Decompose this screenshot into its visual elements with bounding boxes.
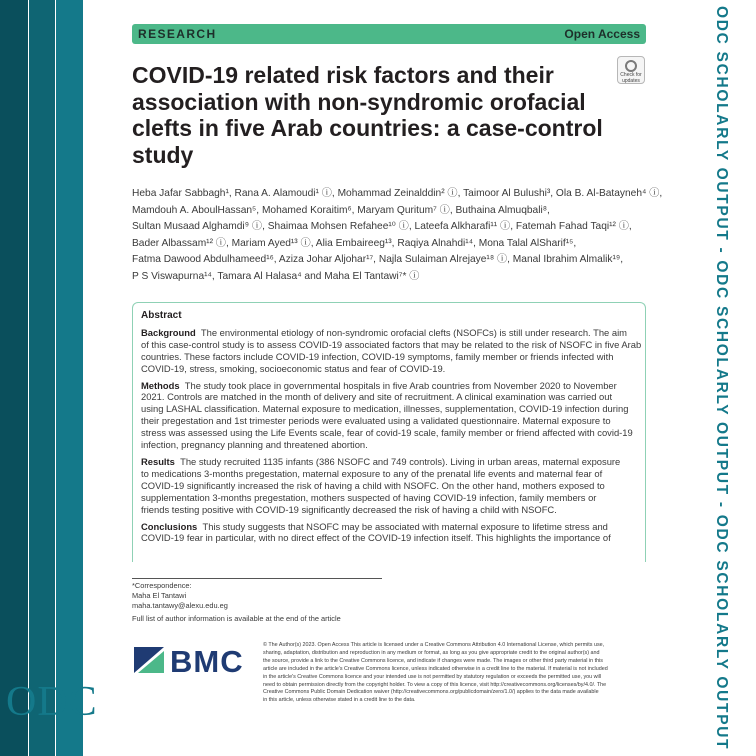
abstract-conclusions: Conclusions This study suggests that NSOFC may be associated with maternal exposure to lifetime stress and COVID-19 fear in particular, with no direct effect of the COVID-19 infection itself. This highlights the importance of (141, 520, 611, 544)
article-type-label: RESEARCH (138, 27, 217, 41)
article-type-bar (132, 24, 646, 44)
correspondence-email[interactable]: maha.tantawy@alexu.edu.eg (132, 601, 228, 610)
footnote-divider (132, 578, 382, 579)
title-line: clefts in five Arab countries: a case-control (132, 115, 603, 141)
check-updates-line1: Check for (620, 72, 642, 78)
decorative-bar-dark (0, 0, 28, 756)
author-info-note: Full list of author information is available at the end of the article (132, 614, 341, 623)
section-heading: Methods (141, 379, 180, 391)
abstract-results: Results The study recruited 1135 infants (386 NSOFC and 749 controls). Living in urban areas, maternal exposure to medications 3-months pregestation, maternal exposure to any of the prenatal life events and maternal fear of COVID-19 significantly increased the risk of having a child with NSOFC. On the other hand, mothers exposed to supplementation 3-months pregestation, mothers suspected of having COVID-19 infection, family members or friends testing positive with COVID-19 significantly decreased the risk of having a child with NSOFC. (141, 455, 621, 515)
title-line: association with non-syndromic orofacial (132, 88, 586, 115)
check-updates-line2: updates (622, 78, 640, 84)
bmc-wordmark: BMC (170, 644, 244, 679)
correspondence-block (132, 581, 228, 611)
license-text: © The Author(s) 2023. Open Access This article is licensed under a Creative Commons Attribution 4.0 International License, which permits use, sharing, adaptation, distribution and reproduction in any medium or format, as long as you give appropriate credit to the original author(s) and the source, provide a link to the Creative Commons licence, and indicate if changes were made. The images or other third party material in this article are included in the article's Creative Commons licence, unless indicated otherwise in a credit line to the material. If material is not included in the article's Creative Commons licence and your intended use is not permitted by statutory regulation or exceeds the permitted use, you will need to obtain permission directly from the copyright holder. To view a copy of this licence, visit http://creativecommons.org/licenses/by/4.0/. The Creative Commons Public Domain Dedication waiver (http://creativecommons.org/publicdomain/zero/1.0/) applies to the data made available in this article, unless otherwise stated in a credit line to the data. (263, 642, 608, 704)
author-line: P S Viswapurna¹⁴, Tamara Al Halasa⁴ and Maha El Tantawi⁷* ⓘ (132, 270, 420, 282)
decorative-bar-mid (29, 0, 55, 756)
article-title (132, 62, 602, 168)
author-list (132, 186, 663, 286)
abstract-heading: Abstract (141, 310, 182, 321)
section-heading: Background (141, 326, 196, 338)
author-line: Mamdouh A. AboulHassan⁵, Mohamed Koraitim⁶, Maryam Quritum⁷ ⓘ, Buthaina Almuqbali⁸, (132, 204, 550, 216)
odc-logo: ODC (6, 679, 98, 725)
section-heading: Results (141, 455, 175, 467)
correspondence-label: *Correspondence: (132, 581, 192, 590)
side-banner: ODC SCHOLARLY OUTPUT - ODC SCHOLARLY OUTPUT - ODC SCHOLARLY OUTPUT (713, 6, 730, 750)
open-access-label[interactable]: Open Access (564, 27, 640, 41)
title-line: study (132, 141, 194, 168)
abstract-box (132, 302, 646, 562)
check-updates-icon (625, 60, 637, 72)
bmc-icon (134, 647, 164, 673)
author-line: Bader Albassam¹² ⓘ, Mariam Ayed¹³ ⓘ, Alia Embaireeg¹³, Raqiya Alnahdi¹⁴, Mona Talal AlSharif¹⁵, (132, 237, 577, 249)
author-line: Fatma Dawood Abdulhameed¹⁶, Aziza Johar Aljohar¹⁷, Najla Sulaiman Alrejaye¹⁸ ⓘ, Manal Ibrahim Almalik¹⁹, (132, 254, 624, 266)
decorative-bar-light (56, 0, 83, 756)
check-for-updates-button[interactable] (617, 56, 645, 84)
bmc-logo (134, 644, 254, 679)
correspondence-name: Maha El Tantawi (132, 591, 187, 600)
section-heading: Conclusions (141, 520, 198, 532)
author-line: Sultan Musaad Alghamdi⁹ ⓘ, Shaimaa Mohsen Refahee¹⁰ ⓘ, Lateefa Alkharafi¹¹ ⓘ, Fatemah Fahad Taqi¹² ⓘ, (132, 221, 632, 233)
title-line: COVID-19 related risk factors and their (132, 62, 554, 88)
abstract-background: Background The environmental etiology of non-syndromic orofacial clefts (NSOFCs) is still under research. The aim of this case-control study is to assess COVID-19 associated factors that may be related to the risk of NSOFC in five Arab countries. These factors include COVID-19 infection, COVID-19 symptoms, family member or friends infected with COVID-19, stress, smoking, socioeconomic status and fear of COVID-19. (141, 326, 642, 374)
author-line: Heba Jafar Sabbagh¹, Rana A. Alamoudi¹ ⓘ, Mohammad Zeinalddin² ⓘ, Taimoor Al Bulushi³, Ola B. Al-Batayneh⁴ ⓘ, (132, 188, 663, 199)
abstract-methods: Methods The study took place in governmental hospitals in five Arab countries from November 2020 to November 2021. Controls are matched in the month of delivery and site of recruitment. A clinical examination was carried out using LASHAL classification. Maternal exposure to medication, illnesses, supplementation, COVID-19 infection during their pregestation and 1st trimester periods were evaluated using a validated questionnaire. Maternal exposure to stress was assessed using the Life Events scale, fear of covid-19 scale, family member or friend affected with covid-19 infection, pregnancy planning and threatened abortion. (141, 379, 633, 451)
